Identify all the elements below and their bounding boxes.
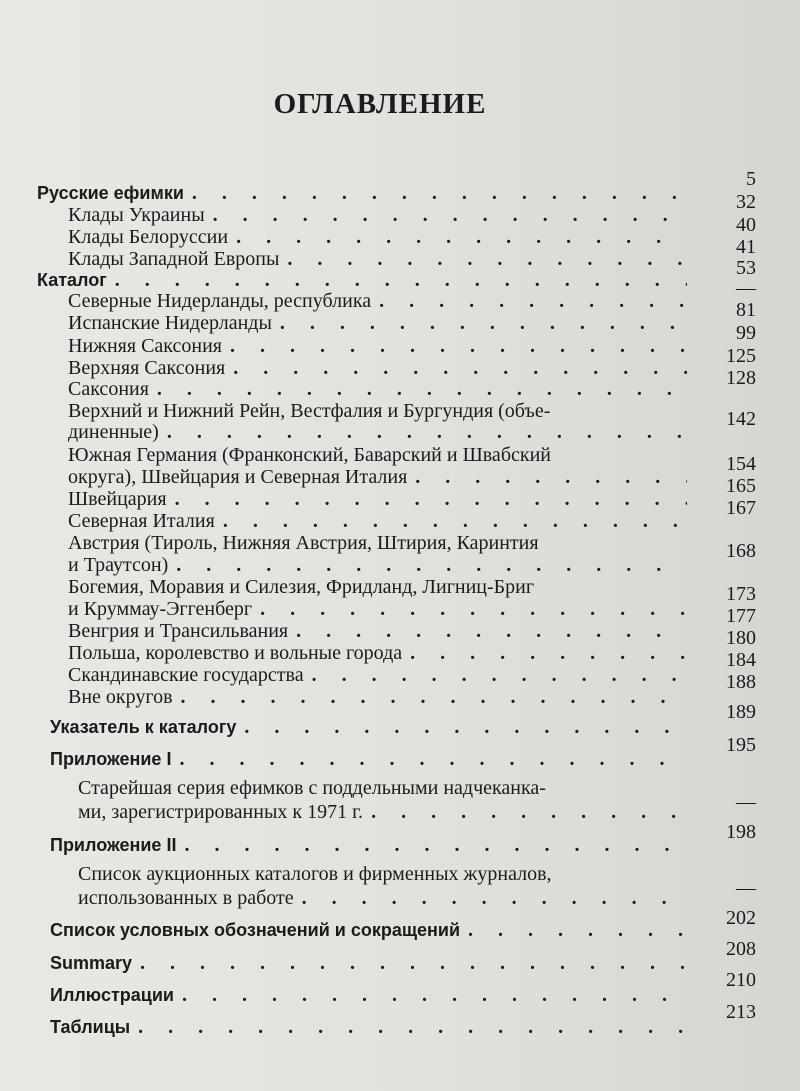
toc-entry: использованных в работе . . . <box>78 886 687 910</box>
page-title: ОГЛАВЛЕНИЕ <box>273 88 487 120</box>
page-number: — <box>736 791 756 813</box>
page-number: 154 <box>726 453 756 475</box>
toc-entry: Список условных обозначений и сокращений . . . <box>50 918 687 942</box>
toc-entry: и Траутсон) . . . <box>68 553 687 577</box>
toc-entry: Польша, королевство и вольные города . . . <box>68 641 687 665</box>
toc-entry: Русские ефимки . . . <box>37 181 687 205</box>
toc-entry: Иллюстрации . . . <box>50 983 687 1007</box>
page-number: 189 <box>726 701 756 723</box>
page-number: 99 <box>736 322 756 344</box>
toc-entry-line: Южная Германия (Франконский, Баварский и Швабский <box>68 444 551 466</box>
toc-entry: Швейцария . . . <box>68 487 687 511</box>
page-number: 202 <box>726 907 756 929</box>
page-number: 41 <box>736 236 756 258</box>
page-number: 188 <box>726 671 756 693</box>
page-number: 168 <box>726 540 756 562</box>
page-number: 184 <box>726 649 756 671</box>
toc-entry: Каталог . . . <box>37 268 687 292</box>
page-number: 40 <box>736 214 756 236</box>
toc-entry: Северная Италия . . . <box>68 509 687 533</box>
page-number: — <box>736 877 756 899</box>
toc-entry: Северные Нидерланды, республика . . . <box>68 289 687 313</box>
toc-entry: Таблицы . . . <box>50 1015 687 1039</box>
toc-entry-line: Богемия, Моравия и Силезия, Фридланд, Лигниц-Бриг <box>68 576 535 598</box>
toc-entry-line: Список аукционных каталогов и фирменных журналов, <box>78 863 552 885</box>
page-number: 177 <box>726 605 756 627</box>
page-number: 208 <box>726 938 756 960</box>
page-number: 32 <box>736 191 756 213</box>
toc-entry: и Круммау-Эггенберг . . . <box>68 597 687 621</box>
page-number: 165 <box>726 475 756 497</box>
page-number: 180 <box>726 627 756 649</box>
page-number: 5 <box>746 168 756 190</box>
page-number: 142 <box>726 408 756 430</box>
toc-entry-line: Верхний и Нижний Рейн, Вестфалия и Бургундия (объе- <box>68 400 551 422</box>
toc-entry: Испанские Нидерланды . . . <box>68 311 687 335</box>
toc-entry: Клады Украины . . . <box>68 203 687 227</box>
toc-entry: округа), Швейцария и Северная Италия . . . <box>68 465 687 489</box>
toc-entry: диненные) . . . <box>68 420 687 444</box>
page-number: 53 <box>736 257 756 279</box>
page-number: 198 <box>726 821 756 843</box>
toc-entry: Верхняя Саксония . . . <box>68 356 687 380</box>
toc-entry: Приложение I . . . <box>50 747 687 771</box>
toc-entry: Саксония . . . <box>68 377 687 401</box>
toc-entry: Нижняя Саксония . . . <box>68 334 687 358</box>
toc-entry-line: Старейшая серия ефимков с поддельными надчеканка- <box>78 777 546 799</box>
page-number: 125 <box>726 345 756 367</box>
toc-entry: Венгрия и Трансильвания . . . <box>68 619 687 643</box>
page-number: 167 <box>726 497 756 519</box>
toc-entry: Приложение II . . . <box>50 833 687 857</box>
toc-entry: Вне округов . . . <box>68 685 687 709</box>
page-number: 81 <box>736 299 756 321</box>
toc-entry: ми, зарегистрированных к 1971 г. . . . <box>78 800 687 824</box>
toc-entry: Скандинавские государства . . . <box>68 663 687 687</box>
page-number: — <box>736 277 756 299</box>
page-number: 213 <box>726 1001 756 1023</box>
page-number: 128 <box>726 367 756 389</box>
page-number: 210 <box>726 969 756 991</box>
page-number: 195 <box>726 734 756 756</box>
toc-entry-line: Австрия (Тироль, Нижняя Австрия, Штирия, Каринтия <box>68 532 539 554</box>
page-number: 173 <box>726 583 756 605</box>
toc-entry: Указатель к каталогу . . . <box>50 715 687 739</box>
toc-entry: Клады Белоруссии . . . <box>68 225 687 249</box>
toc-entry: Клады Западной Европы . . . <box>68 247 687 271</box>
toc-entry: Summary . . . <box>50 951 687 975</box>
